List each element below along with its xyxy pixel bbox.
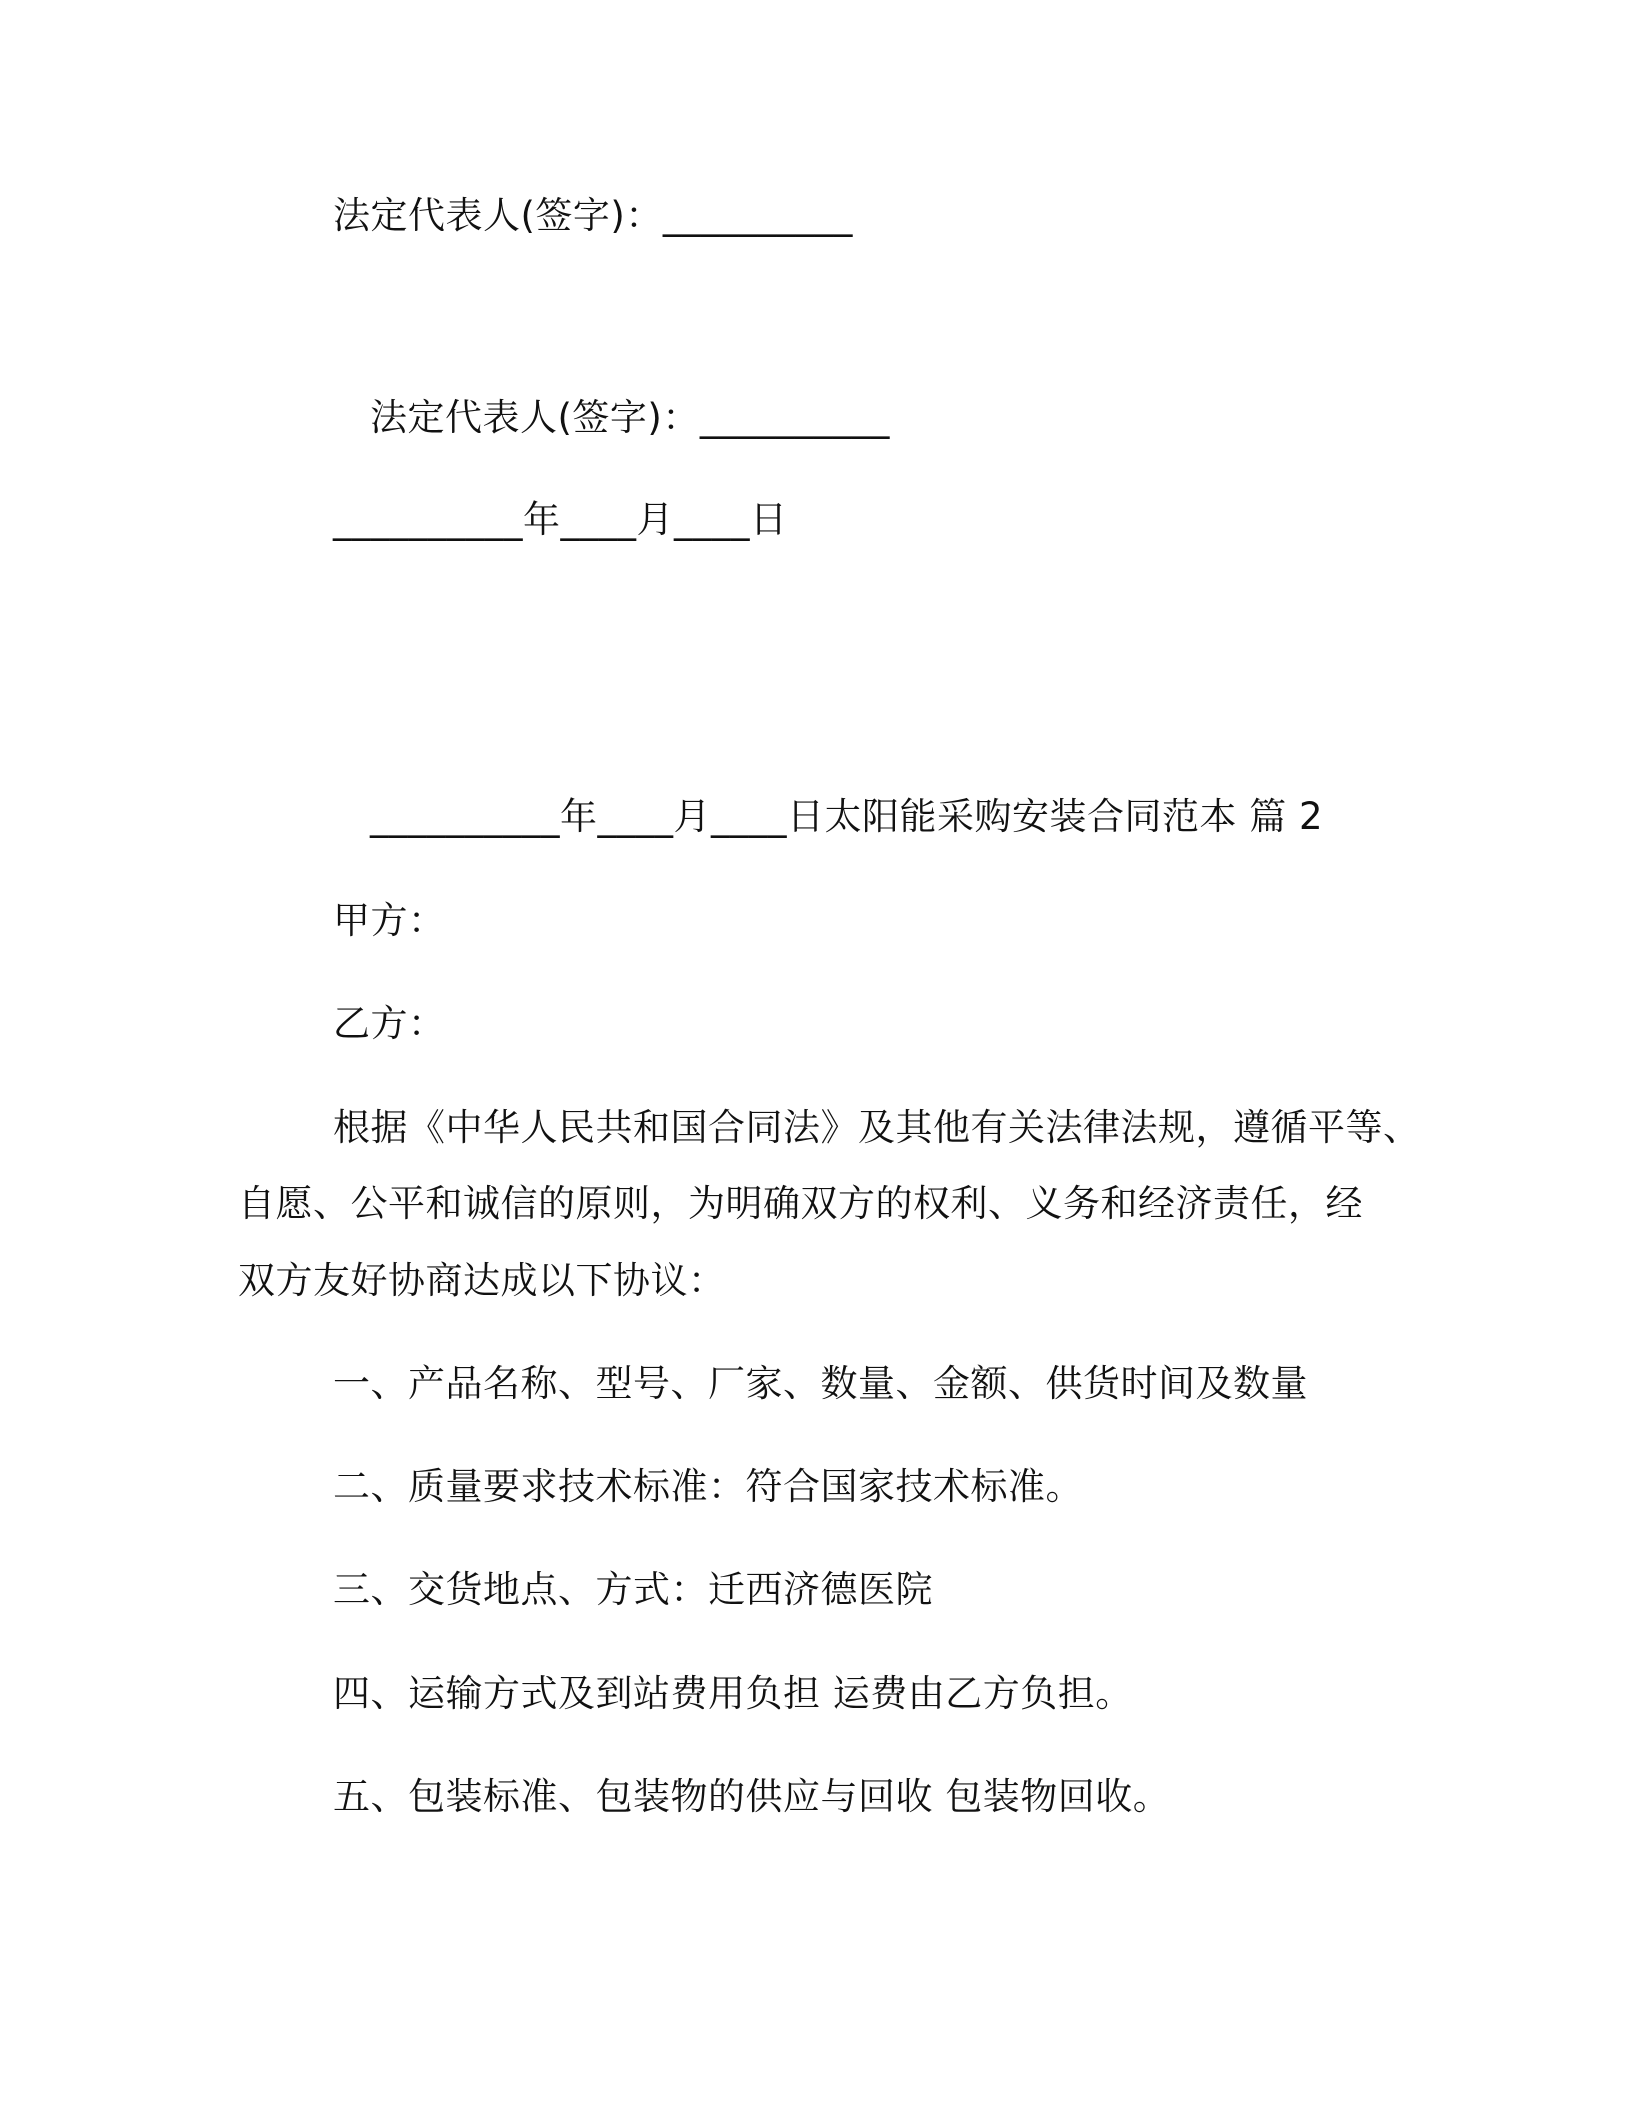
section-title: __________年____月____日太阳能采购安装合同范本 篇 2: [370, 795, 1324, 838]
clause-2: 二、质量要求技术标准：符合国家技术标准。: [333, 1465, 1083, 1508]
intro-paragraph-line-3: 双方友好协商达成以下协议：: [238, 1259, 726, 1302]
date-line: __________年____月____日: [333, 498, 788, 541]
signature-line-1: 法定代表人(签字)：__________: [333, 194, 853, 237]
signature-line-2: 法定代表人(签字)：__________: [370, 396, 890, 439]
party-b-label: 乙方：: [333, 1002, 446, 1045]
intro-paragraph-line-2: 自愿、公平和诚信的原则，为明确双方的权利、义务和经济责任，经: [238, 1182, 1363, 1225]
clause-5: 五、包装标准、包装物的供应与回收 包装物回收。: [333, 1775, 1171, 1818]
clause-1: 一、产品名称、型号、厂家、数量、金额、供货时间及数量: [333, 1362, 1308, 1405]
clause-3: 三、交货地点、方式：迁西济德医院: [333, 1568, 933, 1611]
intro-paragraph-line-1: 根据《中华人民共和国合同法》及其他有关法律法规，遵循平等、: [333, 1106, 1421, 1149]
clause-4: 四、运输方式及到站费用负担 运费由乙方负担。: [333, 1672, 1133, 1715]
party-a-label: 甲方：: [333, 899, 446, 942]
